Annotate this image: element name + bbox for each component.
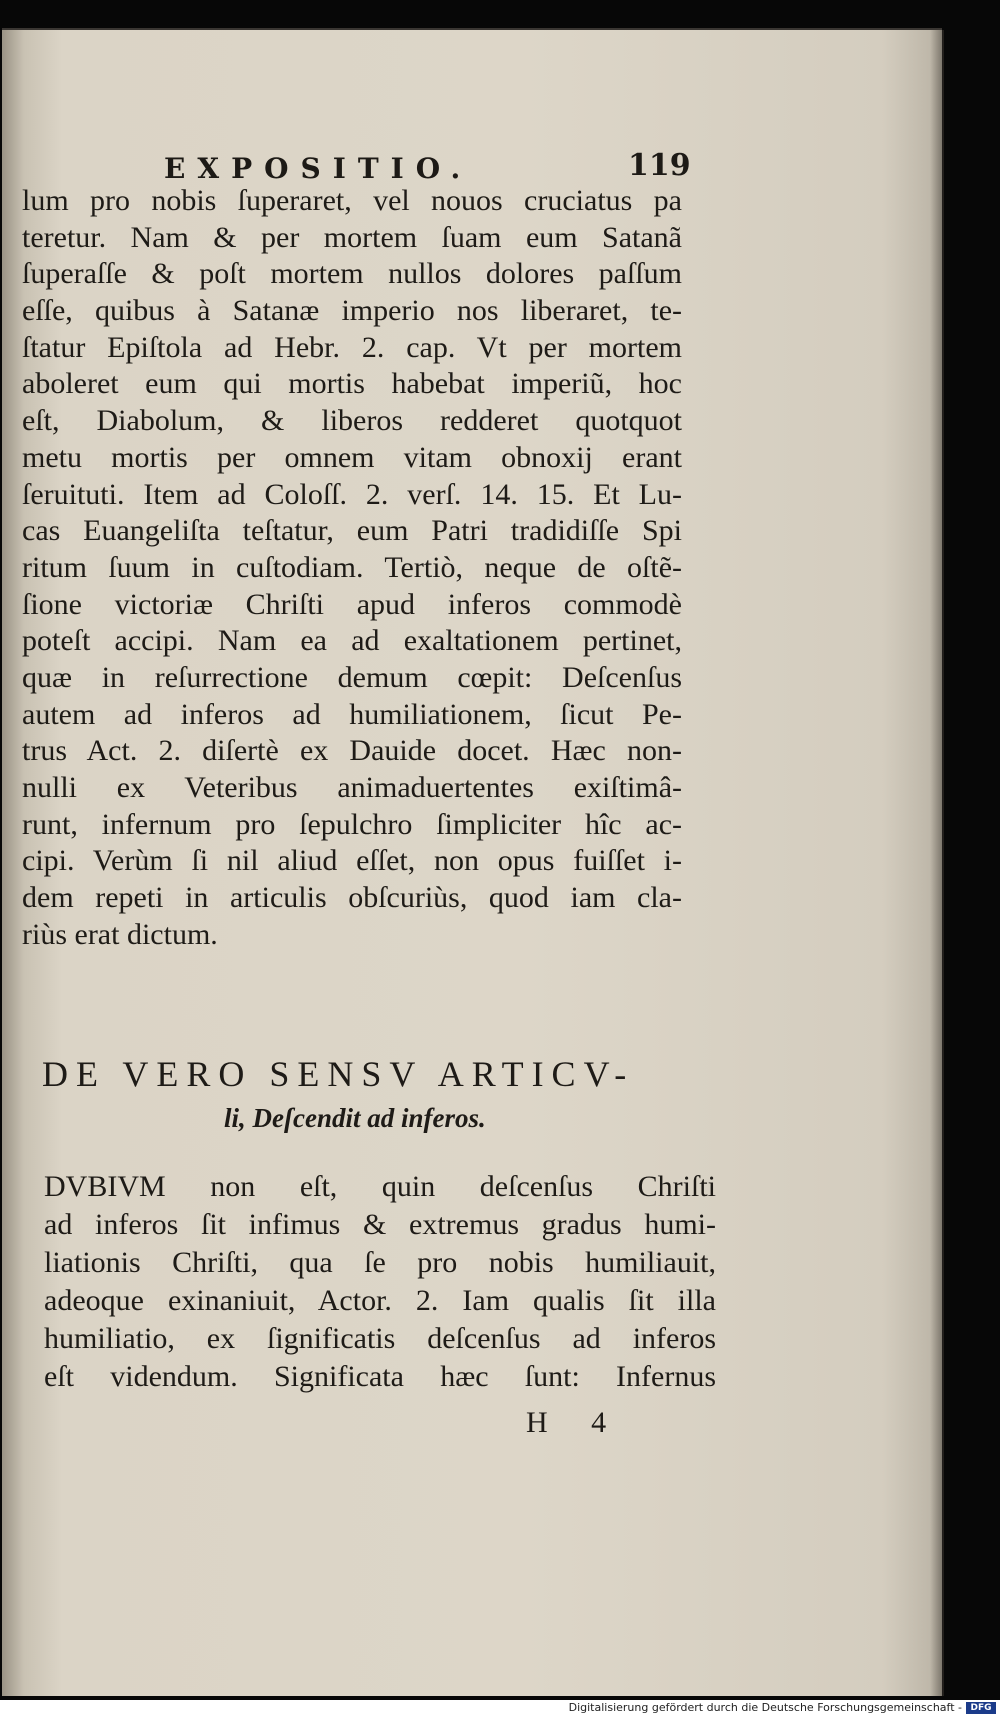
text-line: autem ad inferos ad humiliationem, ſicut Pe- bbox=[22, 697, 682, 731]
text-line: ritum ſuum in cuſtodiam. Tertiò, neque de oſtẽ- bbox=[22, 550, 682, 584]
text-line: humiliatio, ex ſignificatis deſcenſus ad inferos bbox=[44, 1322, 716, 1355]
text-line: eſt, Diabolum, & liberos redderet quotquot bbox=[22, 404, 682, 438]
text-line: adeoque exinaniuit, Actor. 2. Iam qualis ſit illa bbox=[44, 1284, 716, 1317]
catchword-signature: H 4 bbox=[526, 1406, 625, 1439]
text-line: eſt videndum. Significata hæc ſunt: Infernus bbox=[44, 1360, 716, 1393]
text-line: dem repeti in articulis obſcuriùs, quod iam cla- bbox=[22, 881, 682, 915]
section-heading bbox=[42, 1050, 702, 1138]
heading-subtitle: li, Deſcendit ad inferos. bbox=[224, 1103, 486, 1133]
footer-credit: Digitalisierung gefördert durch die Deutsche Forschungsgemeinschaft - bbox=[568, 1701, 962, 1714]
text-line: ſuperaſſe & poſt mortem nullos dolores paſſum bbox=[22, 257, 682, 291]
text-line: liationis Chriſti, qua ſe pro nobis humiliauit, bbox=[44, 1246, 716, 1279]
text-line: nulli ex Veteribus animaduertentes exiſtimâ- bbox=[22, 771, 682, 804]
page-header bbox=[2, 148, 942, 188]
text-line: riùs erat dictum. bbox=[22, 917, 218, 951]
text-line: lum pro nobis ſuperaret, vel nouos cruciatus pa bbox=[22, 184, 682, 217]
text-line: ad inferos ſit infimus & extremus gradus humi- bbox=[44, 1208, 716, 1241]
text-line: cas Euangeliſta teſtatur, eum Patri tradidiſſe Spi bbox=[22, 514, 682, 548]
text-line: quæ in reſurrectione demum cœpit: Deſcenſus bbox=[22, 660, 682, 694]
text-line: cipi. Verùm ſi nil aliud eſſet, non opus fuiſſet i- bbox=[22, 844, 682, 878]
text-line: runt, infernum pro ſepulchro ſimpliciter hîc ac- bbox=[22, 807, 682, 841]
paragraph-2 bbox=[44, 1168, 716, 1396]
text-line: eſſe, quibus à Satanæ imperio nos liberaret, te- bbox=[22, 294, 682, 328]
text-line: ſtatur Epiſtola ad Hebr. 2. cap. Vt per mortem bbox=[22, 330, 682, 364]
text-line: trus Act. 2. diſertè ex Dauide docet. Hæc non- bbox=[22, 734, 682, 768]
paragraph-1 bbox=[22, 183, 682, 953]
text-line: ſeruituti. Item ad Coloſſ. 2. verſ. 14. 15. Et Lu- bbox=[22, 477, 682, 511]
text-line: aboleret eum qui mortis habebat imperiũ, hoc bbox=[22, 367, 682, 401]
text-line: poteſt accipi. Nam ea ad exaltationem pertinet, bbox=[22, 624, 682, 658]
page-number: 119 bbox=[628, 148, 691, 183]
text-line: ſione victoriæ Chriſti apud inferos commodè bbox=[22, 587, 682, 621]
dfg-logo: DFG bbox=[966, 1702, 996, 1714]
book-page bbox=[2, 28, 942, 1696]
text-line: teretur. Nam & per mortem ſuam eum Satanã bbox=[22, 220, 682, 254]
text-line: metu mortis per omnem vitam obnoxij erant bbox=[22, 440, 682, 474]
heading-title: DE VERO SENSV ARTICV- bbox=[42, 1054, 635, 1094]
text-line: DVBIVM non eſt, quin deſcenſus Chriſti bbox=[44, 1170, 716, 1203]
running-head: EXPOSITIO. bbox=[164, 152, 473, 185]
